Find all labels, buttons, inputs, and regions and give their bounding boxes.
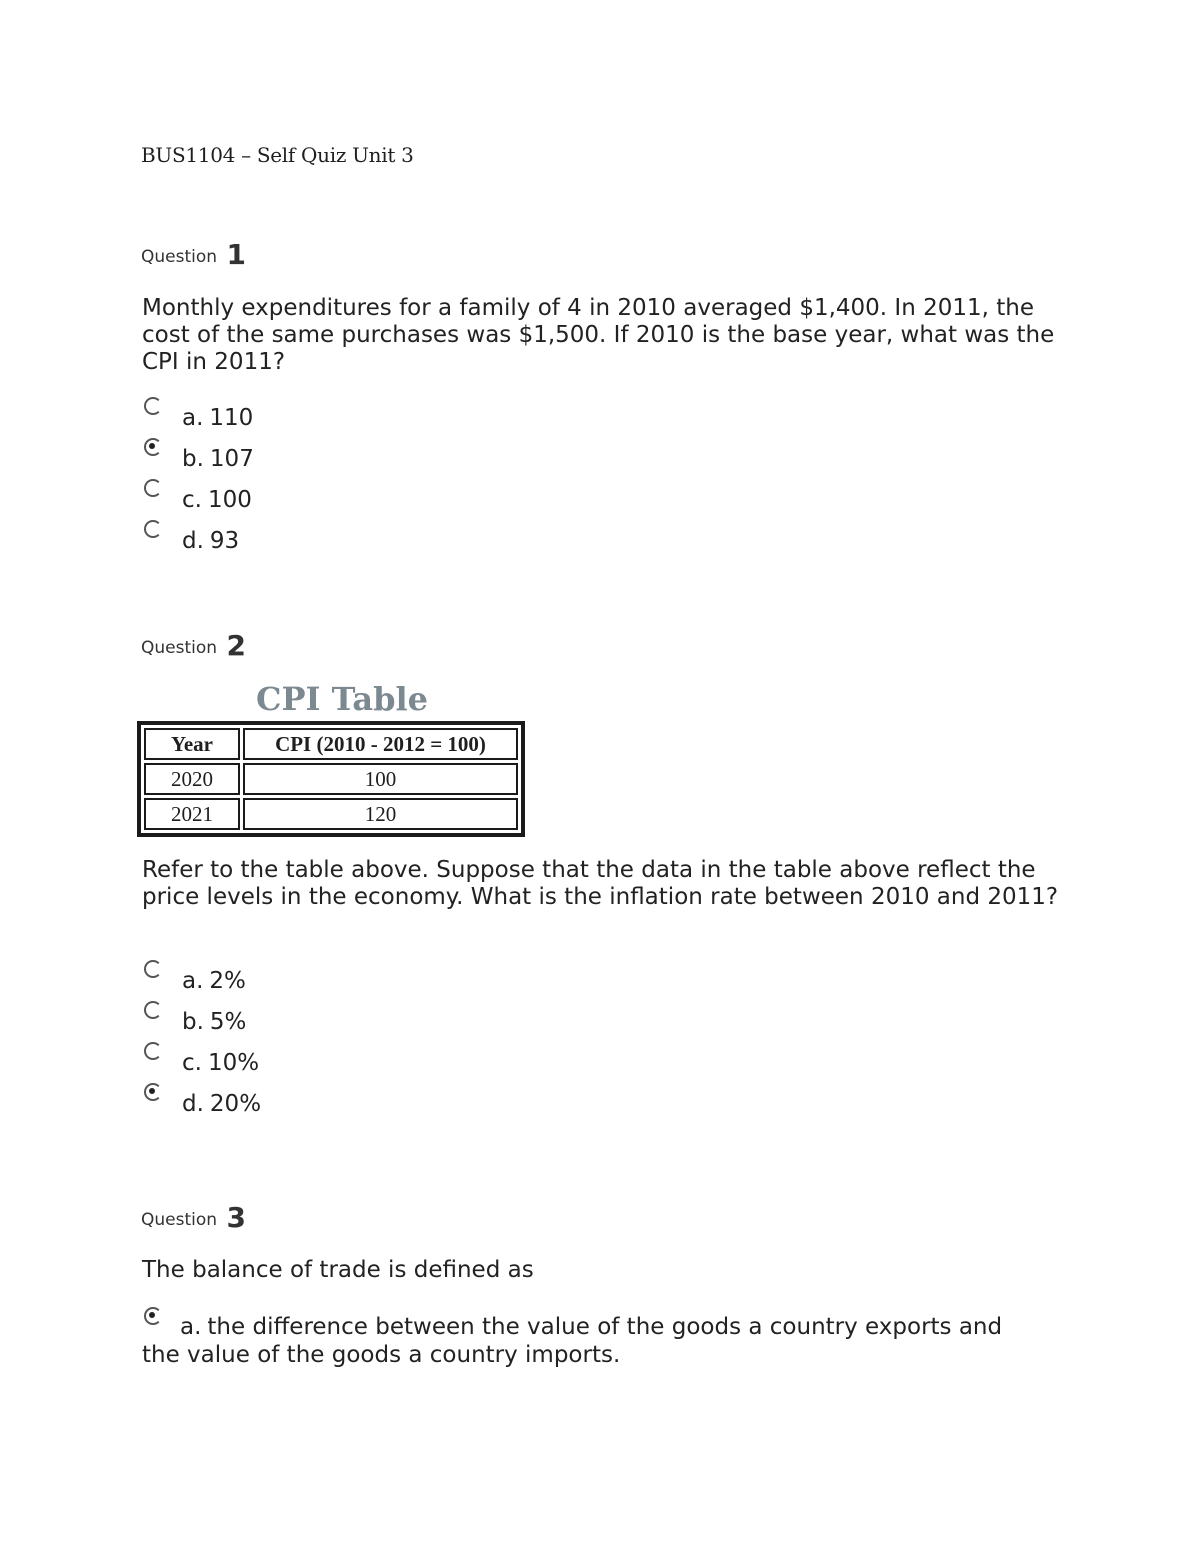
table-row xyxy=(144,763,518,795)
table-header-cpi: CPI (2010 - 2012 = 100) xyxy=(243,728,518,760)
question-1-text: Monthly expenditures for a family of 4 in 2010 averaged $1,400. In 2011, the cost of the same purchases was $1,500. If 2010 is the base year, what was the CPI in 2011? xyxy=(142,295,1055,375)
question-number: 3 xyxy=(226,1201,246,1234)
option-a[interactable] xyxy=(142,968,261,1009)
option-letter: b. xyxy=(182,446,204,472)
question-2-options xyxy=(142,968,261,1132)
option-d[interactable] xyxy=(142,528,254,569)
radio-button-selected[interactable] xyxy=(144,1083,162,1101)
question-3-options xyxy=(142,1313,1042,1369)
page-title: BUS1104 – Self Quiz Unit 3 xyxy=(141,143,414,167)
radio-button-selected[interactable] xyxy=(144,438,162,456)
option-text: 93 xyxy=(209,528,240,554)
question-number: 2 xyxy=(226,629,246,662)
table-row xyxy=(144,798,518,830)
question-2-text: Refer to the table above. Suppose that the data in the table above reflect the price levels in the economy. What is the inflation rate between 2010 and 2011? xyxy=(142,857,1059,910)
table-cell-year: 2021 xyxy=(144,798,240,830)
option-text: 2% xyxy=(209,968,246,994)
question-1-options xyxy=(142,405,254,569)
option-letter: c. xyxy=(182,487,202,513)
option-text: 10% xyxy=(207,1050,260,1076)
option-text: 107 xyxy=(209,446,254,472)
question-3-heading xyxy=(141,1199,246,1232)
radio-button[interactable] xyxy=(144,479,162,497)
option-letter: a. xyxy=(180,1314,202,1340)
radio-button[interactable] xyxy=(144,397,162,415)
option-letter: a. xyxy=(182,405,204,431)
question-3-text: The balance of trade is defined as xyxy=(142,1257,534,1283)
cpi-table xyxy=(137,721,525,837)
radio-button-selected[interactable] xyxy=(144,1307,162,1325)
table-header-row xyxy=(144,728,518,760)
option-text: the difference between the value of the goods a country exports and the value of the goods a country imports. xyxy=(142,1314,1003,1368)
option-letter: c. xyxy=(182,1050,202,1076)
question-label: Question xyxy=(141,638,218,658)
option-letter: d. xyxy=(182,528,204,554)
table-title: CPI Table xyxy=(256,680,429,718)
option-text: 5% xyxy=(209,1009,247,1035)
option-letter: b. xyxy=(182,1009,204,1035)
option-a[interactable] xyxy=(142,1313,1042,1369)
question-label: Question xyxy=(141,1210,218,1230)
option-letter: d. xyxy=(182,1091,204,1117)
option-b[interactable] xyxy=(142,1009,261,1050)
table-header-year: Year xyxy=(144,728,240,760)
option-text: 110 xyxy=(209,405,254,431)
option-text: 100 xyxy=(207,487,252,513)
option-letter: a. xyxy=(182,968,204,994)
option-c[interactable] xyxy=(142,1050,261,1091)
question-number: 1 xyxy=(226,238,246,271)
table-cell-cpi: 100 xyxy=(243,763,518,795)
option-d[interactable] xyxy=(142,1091,261,1132)
table-cell-cpi: 120 xyxy=(243,798,518,830)
option-text: 20% xyxy=(209,1091,262,1117)
question-2-heading xyxy=(141,627,246,660)
table-cell-year: 2020 xyxy=(144,763,240,795)
question-1-heading xyxy=(141,236,246,269)
radio-button[interactable] xyxy=(144,1042,162,1060)
question-label: Question xyxy=(141,247,218,267)
radio-button[interactable] xyxy=(144,1001,162,1019)
radio-button[interactable] xyxy=(144,960,162,978)
radio-button[interactable] xyxy=(144,520,162,538)
